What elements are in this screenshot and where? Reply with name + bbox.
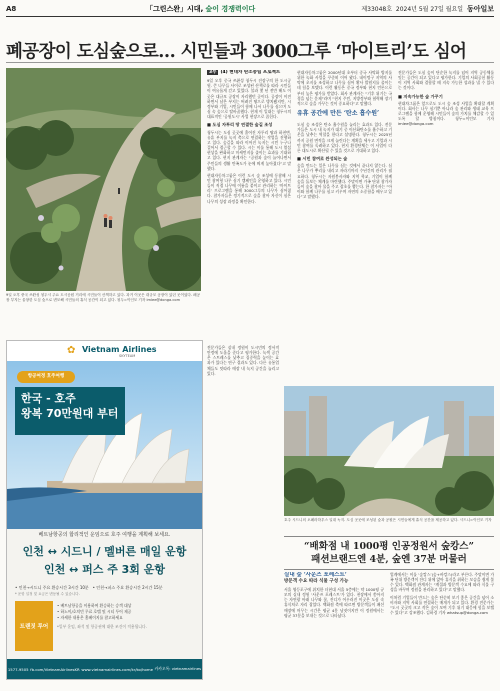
ad-phone[interactable]: 1577-9505: [7, 666, 29, 672]
article3-paragraph-k: 전문가들은 실내 정원이 도시민의 정서적 안정에 도움을 준다고 평가한다. 녹색 공간은 스트레스를 낮추고 집중력을 높이는 효과가 있다는 연구 결과도 있다. 다른 유통업체들도 잇따라 매장 내 녹지 공간을 늘리고 있다.: [207, 345, 279, 376]
article3-paragraph-l: 이처럼 기업들이 만드는 숲은 단순히 보기 좋은 공간을 넘어 소비자와 지역 사회를 연결하는 매개가 되고 있다. 환경 전문가는 “도시 곳곳의 크고 작은 숲이 모여 기후 위기 대응에 힘을 보탤 수 있다”고 강조했다. 김하경 기자 whatsup@donga.com: [390, 594, 494, 616]
ad-schedule-2: • 인천→퍼스 주요 환승시간 2시간 15분: [92, 585, 163, 590]
ad-title-route: 한국 - 호주: [21, 392, 76, 405]
header-meta: [361, 2, 494, 17]
article1-column1: [207, 70, 291, 338]
article2-paragraph-f: 숲을 만드는 일은 나무를 심는 것에서 끝나지 않는다. 심은 나무가 뿌리를 내리고 자라기까지 수년간의 관리가 필요하다. 청두시는 자원봉사자와 지역 학교, 기업이 함께 숲을 돌보는 체계를 마련했다. 주말이면 가족 단위 참가자들이 숲을 찾아 물을 주고 잡초를 뽑는다. 한 참가자는 “아이와 함께 나무를 심고 키우며 자연의 소중함을 배우고 있다”고 말했다.: [297, 163, 392, 200]
ad-info-3: • 자세한 내용은 홈페이지를 참고하세요: [57, 615, 123, 620]
article2-paragraph-h: 현대차그룹은 앞으로도 도시 숲 조성 사업을 확대할 계획이다. 회사는 나무 심기뿐 아니라 숲 관리와 생태 교육 프로그램을 함께 운영해 시민들이 숲의 가치를 체감할 수 있도록 할 방침이다. 청두=이인모 기자 imlee@donga.com: [398, 100, 494, 127]
article2-paragraph-g: 전문가들은 도심 숲이 단순한 녹지를 넘어 지역 공동체를 잇는 공간이 되고 있다고 평가한다. 기업의 사회공헌 활동이 지역 사회와 결합할 때 지속 가능한 성과를 낼 수 있다는 것이다.: [398, 70, 494, 91]
ad-info-2: • 하노이/호치민 무료 호텔 및 시티 투어 제공: [57, 609, 132, 614]
ad-website-link[interactable]: www.vietnamairlines.com/kr/ko/home: [81, 666, 153, 672]
paper-name: 동아일보: [466, 5, 494, 13]
photo2-caption: 호주 시드니의 오페라하우스 일대 녹지. 도심 곳곳에 조성된 숲과 공원은 시민들에게 휴식 공간을 제공하고 있다. 시드니=이인모 기자: [284, 518, 492, 522]
article2-column1: [297, 70, 392, 380]
photo1-caption: 9일 오후 중국 쓰촨성 청두시 주요 도시공원 거리에 시민들이 산책하고 있다. 과거 이곳은 대규모 공장이 있던 곳이었다. 폐공장 부지는 울창한 도심 숲으로 변모해 시민들의 휴식 공간이 되고 있다. 청두=이인모 기자 imlee@donga.com: [6, 293, 201, 302]
article3-paragraph-i: 서울 영등포구에 위치한 더현대 서울 5층에는 약 1000평 규모의 실내 정원 ‘사운즈 포레스트’가 있다. 천장에서 쏟아지는 자연광 아래 나무와 꽃, 잔디가 어우러진 이곳은 도심 속 휴식처로 자리 잡았다. 백화점 측에 따르면 방문객들이 패션 매장에 머무는 시간은 평균 4분 남짓이지만 이 정원에서는 평균 37분을 보내는 것으로 나타났다.: [284, 587, 384, 618]
pull-quote-line2: 패션브랜드엔 4분, 숲엔 37분 머물러: [311, 554, 467, 565]
park-photo: [6, 68, 201, 291]
article3-kicker: 실내 숲 ‘사운즈 포레스트’: [284, 572, 347, 578]
article1-kicker-text: (4) 현대차 탄소중립 프로젝트: [220, 70, 281, 75]
headline-divider: [6, 62, 494, 63]
article3-paragraph-j: 업계에서는 이를 ‘숲캉스’(숲+바캉스)라고 부른다. 주말이면 가족 단위 방문객이 잔디 위에 앉아 휴식을 취하는 모습을 쉽게 볼 수 있다. 백화점 관계자는 “계절과 방문객 수요에 따라 식물 구성을 바꾸며 정원을 관리하고 있다”고 말했다.: [390, 572, 494, 593]
ad-info-1: • 베트남항공을 이용하여 환승하는 승객 대상: [57, 603, 132, 608]
series-title-main: 「그린스완」시대,: [146, 5, 204, 13]
page-header: [6, 2, 494, 17]
ad-title-box: [15, 387, 125, 435]
article3-kicker2: 방문객 수요 따라 식물 구성 가능: [284, 579, 349, 584]
ad-side-label: 트랜짓 투어: [15, 601, 53, 651]
article2-column2: [398, 70, 494, 380]
ad-brand-name: Vietnam Airlines: [82, 345, 157, 354]
article1-kicker: [207, 70, 291, 75]
series-title-accent: 숲이 경쟁력이다: [205, 5, 256, 13]
airline-advertisement: [6, 340, 203, 680]
article2-subhead-b: 유휴 공간에 만든 ‘탄소 흡수원’: [297, 110, 380, 118]
article2-subhead-d: ■ 지속가능한 숲 가꾸기: [398, 93, 443, 99]
article2-subhead-c: ■ 시민 참여로 완성되는 숲: [297, 156, 348, 162]
article1-paragraph-a: 9일 오후 중국 쓰촨성 청두시 진장구의 한 도시공원. 큰 나무들 사이로 조성된 산책로를 따라 시민들이 여유롭게 걷고 있었다. 불과 몇 년 전만 해도 이곳은 대규모 공장이 자리했던 곳이다. 공장이 이전하면서 남은 부지는 버려진 땅으로 방치됐지만, 시 정부와 기업, 시민들이 함께 나서 나무를 심으며 도심 속 숲으로 탈바꿈했다. 현재 이 일대는 청두시의 대표적인 ‘공원도시’ 사업 현장으로 꼽힌다.: [207, 78, 291, 120]
article2-paragraph-e: 도심 숲 조성은 탄소 흡수원을 늘리는 효과도 있다. 전문가들은 도시 내 녹지가 대기 중 이산화탄소를 흡수하고 기온을 낮추는 역할을 한다고 설명한다. 청두시는 2025년까지 공원 면적을 크게 늘린다는 계획을 세우고 기업과 시민 참여를 독려하고 있다. 현지 환경단체는 이 사업이 다른 대도시로 확산될 수 있을 것으로 기대하고 있다.: [297, 122, 392, 153]
ad-schedule: [15, 585, 195, 591]
ad-badge: 항공여정 호주여행: [17, 371, 75, 383]
headline: 폐공장이 도심숲으로… 시민들과 3000그루 ‘마이트리’도 심어: [6, 42, 467, 62]
ad-kakao-link[interactable]: 카카오톡: vietnamairlines: [154, 666, 202, 671]
ad-note: * 운항 일정 및 요금은 변동될 수 있습니다.: [15, 592, 80, 596]
pull-quote: [284, 536, 494, 570]
lotus-logo-icon: ✿: [67, 345, 76, 356]
page-number: A8: [6, 5, 17, 13]
article1-subhead-a: ■ 도심 자투리 땅 연결한 숲길 조성: [207, 122, 273, 128]
article3-column1: [207, 345, 279, 675]
ad-info-list: [57, 603, 195, 630]
pull-quote-line1: “배화점 내 1000평 인공정원서 숲캉스”: [304, 541, 474, 552]
series-title: [146, 2, 255, 16]
city-park-illustration: [284, 386, 494, 516]
city-park-photo: [284, 386, 494, 516]
ad-fine-print: *일부 운임, 좌석 및 항공권에 대한 조건이 적용됩니다.: [57, 624, 147, 629]
issue-number: 제33048호: [361, 6, 393, 13]
ad-route-sydney: 인천 ↔ 시드니 / 멜버른 매일 운항: [22, 545, 187, 558]
park-photo-illustration: [6, 68, 201, 291]
ad-title-price: 왕복 70만원대 부터: [21, 407, 119, 420]
ad-footer: [7, 659, 202, 679]
ad-facebook-link[interactable]: fb.com/VietnamAirlinesKR: [30, 666, 80, 672]
article3-column3: [390, 572, 494, 684]
article2-paragraph-d: 현대자동차그룹은 2000년대 초부터 중국 사막화 방지를 위한 녹화 사업을 꾸준히 이어 왔다. 네이멍구 지역의 사막에 초지를 조성하고 나무를 심어 황사 발원지를 줄이는 데 힘을 보탰다. 이런 활동은 중국 정부와 현지 언론으로부터 높은 평가를 받았다. 회사 관계자는 “기후 위기는 국경을 넘는 문제”라며 “현지 주민, 지방정부와 협력해 장기적으로 숲을 가꾸는 것이 중요하다”고 말했다.: [297, 70, 392, 106]
article3-column2: [284, 572, 384, 684]
ad-route-perth: 인천 ↔ 퍼스 주 3회 운항: [43, 563, 166, 576]
ad-tagline: 베트남항공의 합리적인 운임으로 호주 여행을 계획해 보세요.: [38, 532, 171, 538]
ad-brand-bar: [7, 341, 202, 362]
article1-paragraph-c: 현대자동차그룹은 이런 도시 숲 조성에 동참해 시민 참여형 나무 심기 캠페인을 운영하고 있다. 시민들이 직접 나무에 이름을 붙이고 관리하는 ‘마이트리’ 프로그램을 통해 3000그루의 나무가 심어졌다. 참가자들은 정기적으로 숲을 찾아 자신이 심은 나무의 성장 과정을 확인한다.: [207, 172, 291, 204]
ad-schedule-1: • 인천→시드니 주요 환승시간 3시간 10분: [15, 585, 89, 590]
article1-paragraph-b: 청두시는 도심 곳곳에 흩어진 자투리 땅과 하천변, 유휴 부지를 녹지 축으로 연결하는 작업을 진행하고 있다. 숲길을 따라 이어진 녹지는 시민 누구나 걸어서 접근할 수 있다. 시는 이를 통해 도시 열섬 현상을 완화하고 미세먼지를 줄이는 효과를 기대하고 있다. 현지 관계자는 “공원과 숲이 늘어나면서 주민들의 생활 만족도가 눈에 띄게 높아졌다”고 말했다.: [207, 129, 291, 171]
issue-date: 2024년 5월 27일 월요일: [395, 6, 464, 13]
ad-brand-sub: SKYTEAM: [119, 354, 136, 358]
article1-kicker-tag: 3부: [209, 70, 217, 75]
